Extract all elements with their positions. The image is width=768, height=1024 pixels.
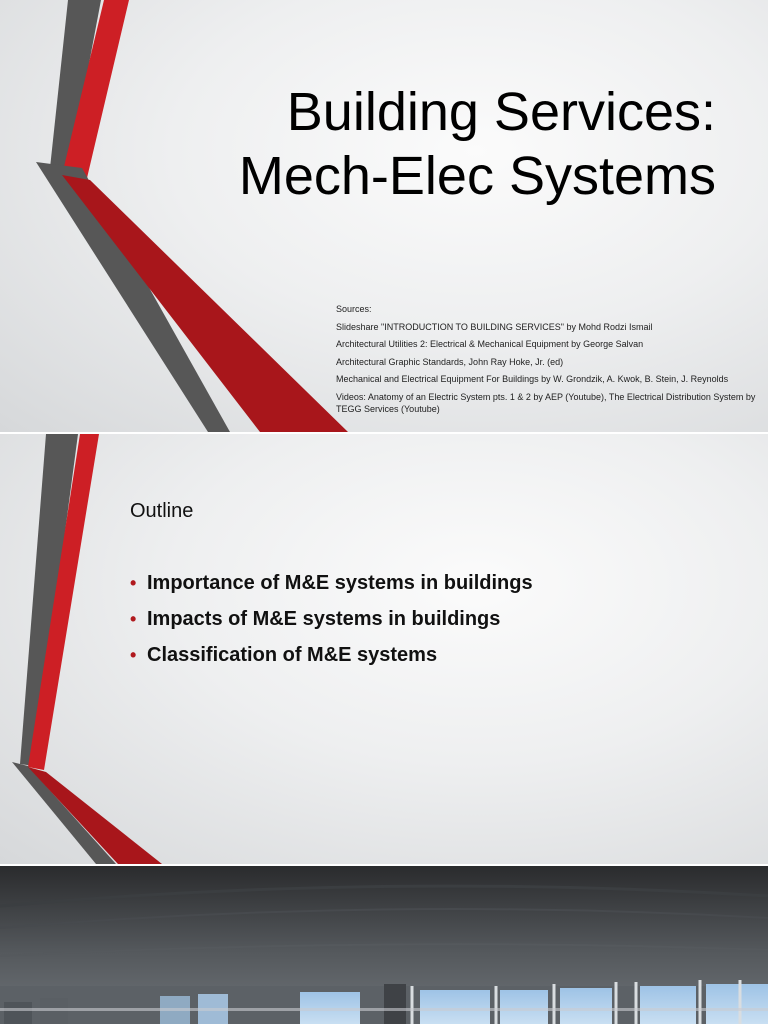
source-item: Videos: Anatomy of an Electric System pts. 1 & 2 by AEP (Youtube), The Electrical Distribution System by TEGG Services (Youtube) (336, 391, 756, 414)
list-item (130, 644, 533, 680)
list-item-text: Impacts of M&E systems in buildings (147, 608, 501, 630)
outline-list (130, 572, 533, 680)
list-item (130, 572, 533, 608)
sources-block (336, 303, 764, 420)
bullet-icon: • (130, 573, 137, 593)
outline-slide (0, 434, 768, 864)
bullet-icon: • (130, 609, 137, 629)
source-item: Architectural Utilities 2: Electrical & Mechanical Equipment by George Salvan (336, 339, 644, 349)
title-line-1: Building Services: (286, 82, 716, 142)
list-item-text: Importance of M&E systems in buildings (147, 572, 533, 594)
source-item: Slideshare "INTRODUCTION TO BUILDING SERVICES" by Mohd Rodzi Ismail (336, 321, 653, 332)
sources-heading: Sources: (336, 304, 372, 314)
source-item: Mechanical and Electrical Equipment For Buildings by W. Grondzik, A. Kwok, B. Stein, J. Reynolds (336, 374, 729, 384)
column (384, 984, 406, 1024)
window-rail (0, 1008, 768, 1011)
bullet-icon: • (130, 645, 137, 665)
title-line-2: Mech-Elec Systems (238, 146, 716, 206)
slide-title (239, 80, 716, 208)
photo-slide (0, 866, 768, 1024)
list-item (130, 608, 533, 644)
list-item-text: Classification of M&E systems (147, 644, 438, 666)
gray-stripe-lower (12, 762, 116, 864)
title-slide (0, 0, 768, 432)
outline-heading: Outline (130, 500, 194, 522)
building-interior-photo (0, 866, 768, 1024)
source-item: Architectural Graphic Standards, John Ray Hoke, Jr. (ed) (336, 356, 564, 367)
